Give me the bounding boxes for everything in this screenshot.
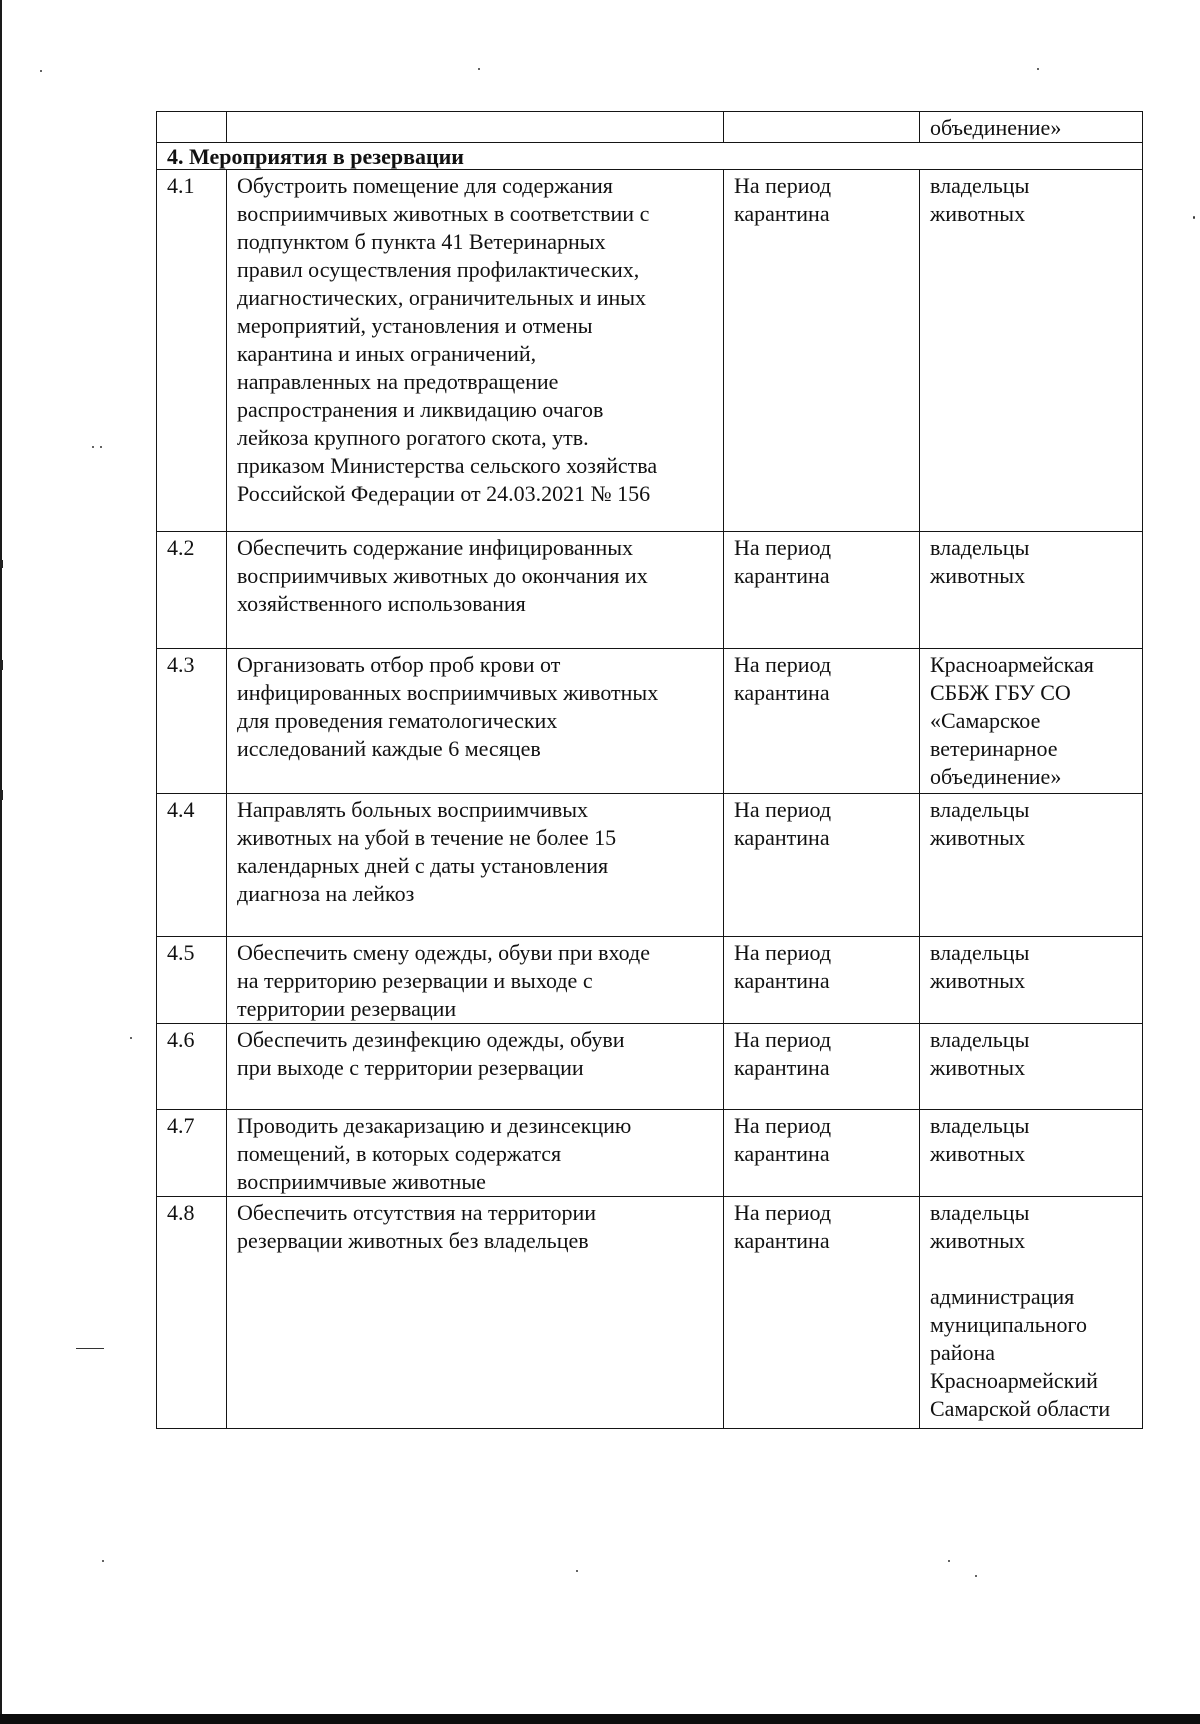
action-line: Обустроить помещение для содержания [237,173,613,198]
responsible-line: объединение» [930,764,1062,789]
cell-action [227,1197,724,1429]
responsible-line: Самарской области [930,1396,1111,1421]
period-line: карантина [734,201,830,226]
cell-num: 4.2 [157,532,227,649]
table-body [157,170,1143,1429]
scan-speck [975,1575,977,1577]
responsible-line: владельцы [930,1113,1030,1138]
cell-responsible [920,1110,1143,1197]
scan-speck [102,1560,104,1562]
cell-period [724,170,920,532]
action-line: на территорию резервации и выходе с [237,968,593,993]
action-line: правил осуществления профилактических, [237,257,640,282]
action-line: направленных на предотвращение [237,369,559,394]
scan-speck [948,1560,950,1562]
responsible-line: объединение» [930,115,1062,140]
section-row [157,143,1143,170]
cell-num: 4.5 [157,937,227,1024]
period-line: На период [734,1113,832,1138]
responsible-line: владельцы [930,1027,1030,1052]
period-line: карантина [734,680,830,705]
action-line: карантина и иных ограничений, [237,341,537,366]
scan-speck [130,1037,132,1039]
responsible-line: Красноармейская [930,652,1094,677]
cell-period [724,1110,920,1197]
responsible-line: района [930,1340,996,1365]
action-line: восприимчивых животных до окончания их [237,563,648,588]
cell-period [724,1197,920,1429]
period-line: карантина [734,825,830,850]
period-line: На период [734,173,832,198]
responsible-line: животных [930,1228,1026,1253]
responsible-line: животных [930,968,1026,993]
action-line: для проведения гематологических [237,708,558,733]
cell-num: 4.4 [157,794,227,937]
cell-responsible [920,794,1143,937]
cell-action [227,1024,724,1110]
period-line: На период [734,1200,832,1225]
action-line: восприимчивые животные [237,1169,486,1194]
table-row [157,794,1143,937]
responsible-line: животных [930,201,1026,226]
cell-responsible [920,532,1143,649]
table-row-continuation [157,112,1143,143]
scan-speck [76,1348,104,1349]
action-line: Направлять больных восприимчивых [237,797,589,822]
period-line: карантина [734,968,830,993]
action-line: Обеспечить отсутствия на территории [237,1200,597,1225]
cell-responsible [920,1197,1143,1429]
responsible-line: Красноармейский [930,1368,1098,1393]
table-row [157,649,1143,794]
responsible-line: администрация [930,1284,1075,1309]
cell-action [227,112,724,143]
scan-speck [576,1570,578,1572]
table-row [157,532,1143,649]
cell-action [227,170,724,532]
responsible-line: муниципального [930,1312,1088,1337]
scan-mark [0,790,3,800]
cell-action [227,794,724,937]
responsible-line: животных [930,563,1026,588]
section-title: 4. Мероприятия в резервации [157,143,1143,170]
scan-bottom-edge [0,1714,1200,1724]
cell-action [227,937,724,1024]
cell-num: 4.1 [157,170,227,532]
period-line: На период [734,797,832,822]
cell-num: 4.8 [157,1197,227,1429]
cell-responsible [920,112,1143,143]
spacer [930,1255,1134,1283]
action-line: приказом Министерства сельского хозяйства [237,453,658,478]
responsible-line: владельцы [930,173,1030,198]
table-row [157,1110,1143,1197]
responsible-line: «Самарское [930,708,1041,733]
cell-num: 4.7 [157,1110,227,1197]
action-line: календарных дней с даты установления [237,853,609,878]
responsible-line: животных [930,1055,1026,1080]
table-row [157,937,1143,1024]
action-line: восприимчивых животных в соответствии с [237,201,650,226]
scan-speck [478,68,480,70]
cell-period [724,1024,920,1110]
table-row [157,1197,1143,1429]
action-line: инфицированных восприимчивых животных [237,680,659,705]
period-line: На период [734,652,832,677]
action-line: Организовать отбор проб крови от [237,652,561,677]
cell-period [724,794,920,937]
action-line: лейкоза крупного рогатого скота, утв. [237,425,589,450]
cell-period [724,937,920,1024]
scan-mark [0,660,3,670]
action-line: Обеспечить смену одежды, обуви при входе [237,940,651,965]
action-line: диагностических, ограничительных и иных [237,285,647,310]
cell-num: 4.3 [157,649,227,794]
cell-responsible [920,649,1143,794]
action-line: Обеспечить дезинфекцию одежды, обуви [237,1027,625,1052]
scan-speck [92,446,94,448]
responsible-line: владельцы [930,797,1030,822]
action-line: исследований каждые 6 месяцев [237,736,541,761]
scan-speck [40,70,42,72]
action-line: Обеспечить содержание инфицированных [237,535,634,560]
cell-action [227,649,724,794]
table-row [157,170,1143,532]
action-line: распространения и ликвидацию очагов [237,397,604,422]
action-line: Проводить дезакаризацию и дезинсекцию [237,1113,632,1138]
cell-period [724,112,920,143]
period-line: На период [734,1027,832,1052]
period-line: карантина [734,1055,830,1080]
period-line: карантина [734,1228,830,1253]
cell-responsible [920,1024,1143,1110]
period-line: карантина [734,563,830,588]
action-line: подпунктом б пункта 41 Ветеринарных [237,229,606,254]
responsible-line: владельцы [930,1200,1030,1225]
period-line: карантина [734,1141,830,1166]
action-line: хозяйственного использования [237,591,526,616]
scan-left-edge [0,0,2,1724]
responsible-line: СББЖ ГБУ СО [930,680,1071,705]
cell-action [227,1110,724,1197]
action-line: животных на убой в течение не более 15 [237,825,617,850]
cell-period [724,532,920,649]
cell-action [227,532,724,649]
action-line: помещений, в которых содержатся [237,1141,562,1166]
action-line: диагноза на лейкоз [237,881,415,906]
cell-num [157,112,227,143]
responsible-line: владельцы [930,940,1030,965]
action-line: при выходе с территории резервации [237,1055,584,1080]
period-line: На период [734,940,832,965]
scan-speck [1193,216,1195,219]
scan-speck [100,446,102,448]
cell-responsible [920,170,1143,532]
scan-speck [1037,68,1039,70]
action-line: резервации животных без владельцев [237,1228,589,1253]
period-line: На период [734,535,832,560]
table-row [157,1024,1143,1110]
measures-table [156,111,1143,1429]
responsible-line: животных [930,1141,1026,1166]
cell-period [724,649,920,794]
action-line: мероприятий, установления и отмены [237,313,593,338]
cell-responsible [920,937,1143,1024]
action-line: территории резервации [237,996,457,1021]
responsible-line: ветеринарное [930,736,1058,761]
responsible-line: животных [930,825,1026,850]
action-line: Российской Федерации от 24.03.2021 № 156 [237,481,651,506]
cell-num: 4.6 [157,1024,227,1110]
responsible-line: владельцы [930,535,1030,560]
scan-mark [0,560,3,568]
